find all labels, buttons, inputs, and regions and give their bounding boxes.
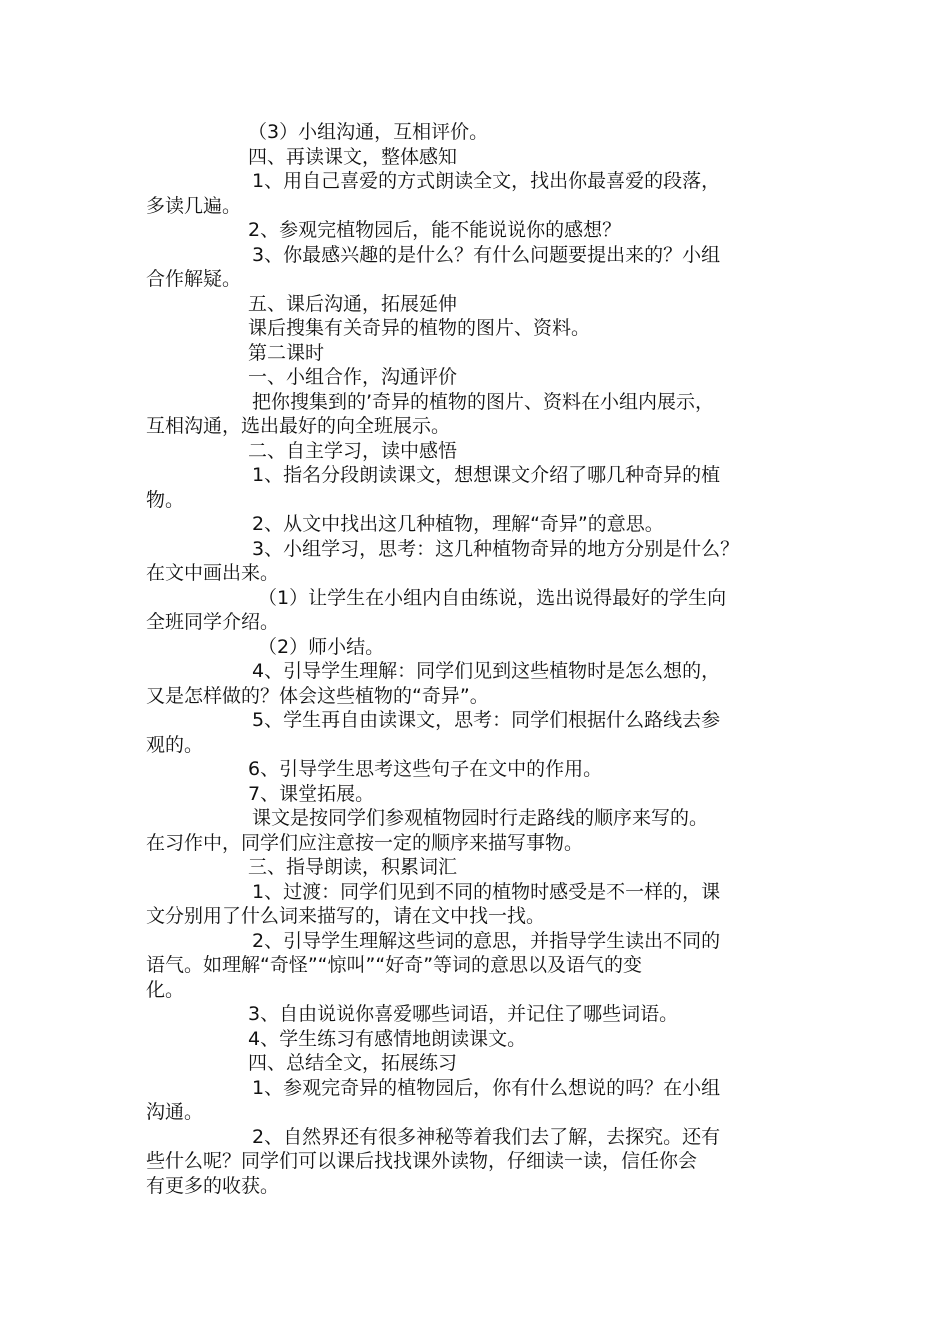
text-line: 2、从文中找出这几种植物，理解“奇异”的意思。 xyxy=(252,513,664,535)
text-line: 1、参观完奇异的植物园后，你有什么想说的吗？在小组 xyxy=(252,1076,721,1099)
text-line: （3）小组沟通，互相评价。 xyxy=(248,121,489,143)
text-line: 三、指导朗读，积累词汇 xyxy=(248,856,458,878)
text-line: 1、指名分段朗读课文，想想课文介绍了哪几种奇异的植 xyxy=(252,464,721,486)
text-line: 多读几遍。 xyxy=(146,194,242,217)
text-line: 一、小组合作，沟通评价 xyxy=(248,366,458,388)
text-line: 沟通。 xyxy=(146,1101,204,1123)
text-line: 在文中画出来。 xyxy=(146,562,280,584)
text-line: 二、自主学习，读中感悟 xyxy=(248,439,458,462)
text-line: 第二课时 xyxy=(248,341,325,364)
text-line: 观的。 xyxy=(146,733,204,756)
text-line: 3、自由说说你喜爱哪些词语，并记住了哪些词语。 xyxy=(248,1003,679,1025)
text-line: 2、自然界还有很多神秘等着我们去了解，去探究。还有 xyxy=(252,1125,721,1148)
text-line: 6、引导学生思考这些句子在文中的作用。 xyxy=(248,758,603,780)
text-line: 合作解疑。 xyxy=(146,268,242,290)
text-line: 1、用自己喜爱的方式朗读全文，找出你最喜爱的段落， xyxy=(252,170,721,192)
text-line: 把你搜集到的’奇异的植物的图片、资料在小组内展示， xyxy=(252,390,715,413)
text-line: 文分别用了什么词来描写的，请在文中找一找。 xyxy=(146,905,546,927)
text-line: 3、小组学习，思考：这几种植物奇异的地方分别是什么？ xyxy=(252,537,740,560)
text-line: 四、再读课文，整体感知 xyxy=(248,145,458,168)
text-line: 2、参观完植物园后，能不能说说你的感想？ xyxy=(248,219,622,241)
text-line: 四、总结全文，拓展练习 xyxy=(248,1052,458,1074)
text-line: 物。 xyxy=(146,488,185,511)
text-line: 五、课后沟通，拓展延伸 xyxy=(248,292,458,315)
text-line: 5、学生再自由读课文，思考：同学们根据什么路线去参 xyxy=(252,709,721,731)
text-line: 化。 xyxy=(146,978,185,1001)
text-line: 又是怎样做的？体会这些植物的“奇异”。 xyxy=(146,684,489,707)
text-line: （1）让学生在小组内自由练说，选出说得最好的学生向 xyxy=(258,586,727,609)
text-line: 4、学生练习有感情地朗读课文。 xyxy=(248,1027,527,1050)
text-line: （2）师小结。 xyxy=(258,635,385,658)
document-body xyxy=(146,120,816,1198)
text-line: 在习作中，同学们应注意按一定的顺序来描写事物。 xyxy=(146,831,584,854)
text-line: 7、课堂拓展。 xyxy=(248,782,375,805)
text-line: 互相沟通，选出最好的向全班展示。 xyxy=(146,415,451,437)
text-line: 全班同学介绍。 xyxy=(146,611,280,633)
text-line: 语气。如理解“奇怪”“惊叫”“好奇”等词的意思以及语气的变 xyxy=(146,954,643,976)
text-line: 4、引导学生理解：同学们见到这些植物时是怎么想的， xyxy=(252,660,721,682)
text-line: 课文是按同学们参观植物园时行走路线的顺序来写的。 xyxy=(252,807,709,829)
text-line: 1、过渡：同学们见到不同的植物时感受是不一样的，课 xyxy=(252,880,721,903)
text-line: 些什么呢？同学们可以课后找找课外读物，仔细读一读，信任你会 xyxy=(146,1150,698,1172)
text-line: 2、引导学生理解这些词的意思，并指导学生读出不同的 xyxy=(252,929,721,952)
text-line: 课后搜集有关奇异的植物的图片、资料。 xyxy=(248,317,591,339)
text-line: 3、你最感兴趣的是什么？有什么问题要提出来的？小组 xyxy=(252,243,721,266)
text-line: 有更多的收获。 xyxy=(146,1174,280,1197)
